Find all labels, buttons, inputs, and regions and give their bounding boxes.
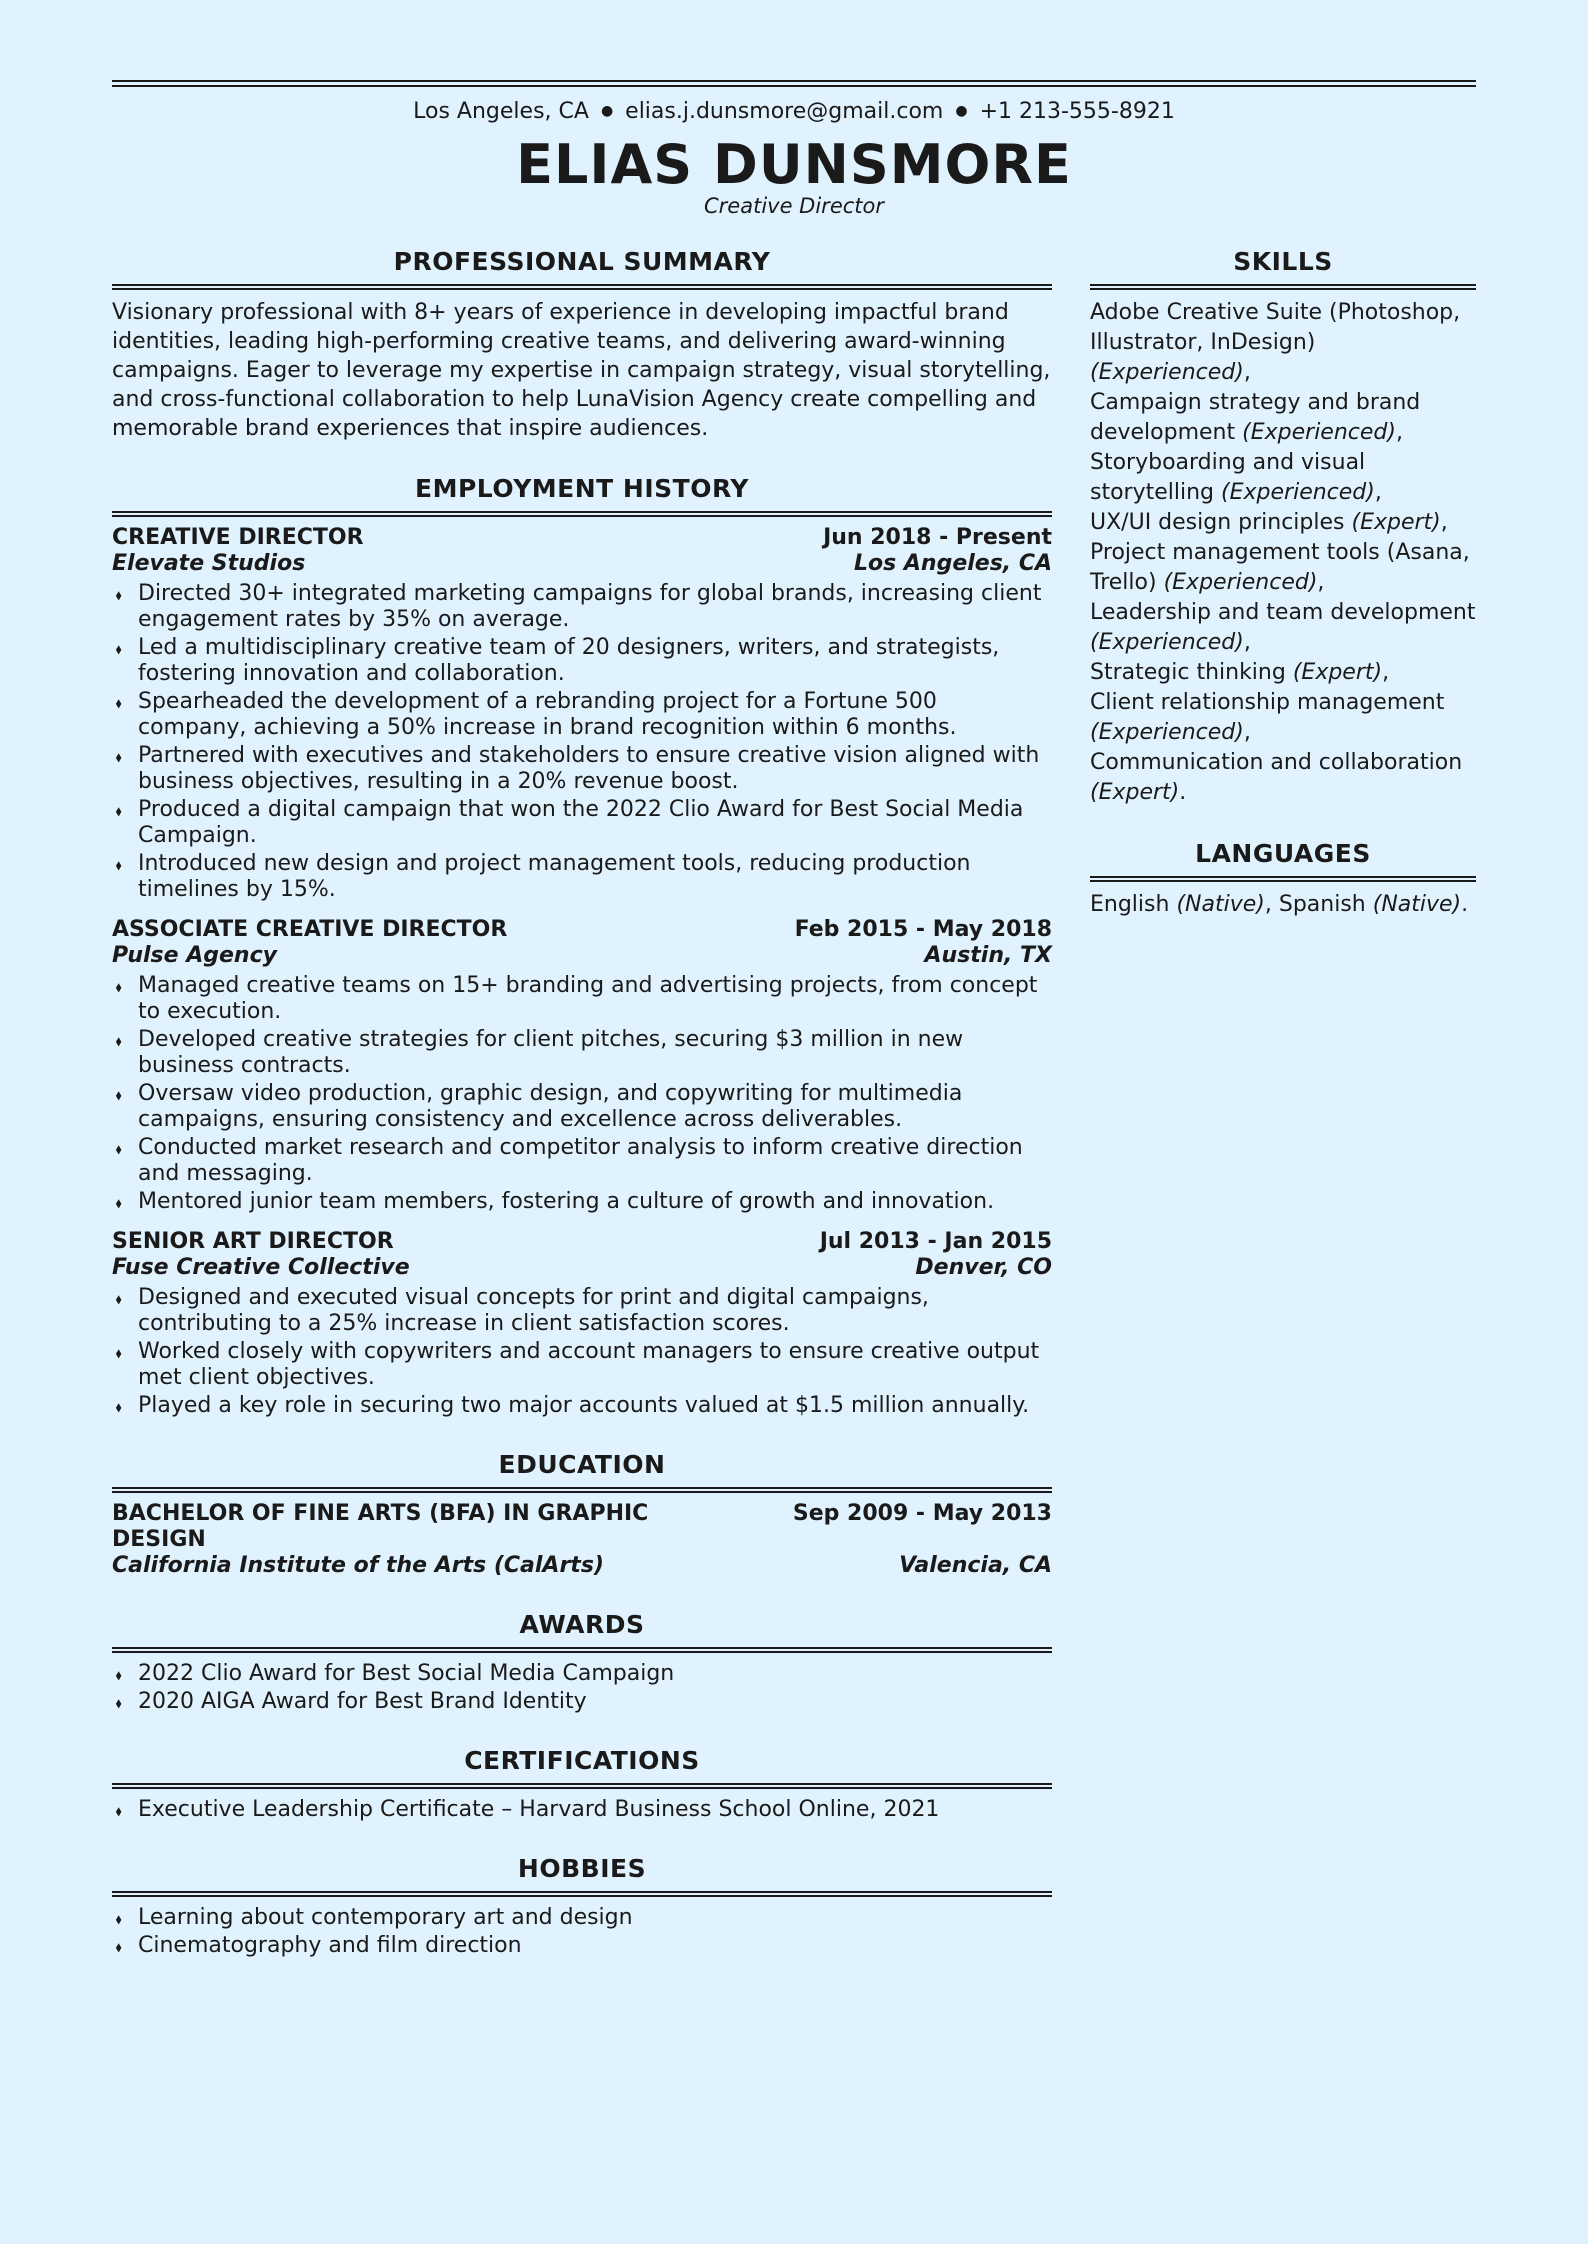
- section-heading: CERTIFICATIONS: [112, 1745, 1052, 1785]
- job-role: SENIOR ART DIRECTOR: [112, 1229, 394, 1254]
- section-heading: SKILLS: [1090, 246, 1476, 286]
- section-heading: HOBBIES: [112, 1853, 1052, 1893]
- job-location: Los Angeles, CA: [854, 551, 1052, 576]
- list-item: ◆ Conducted market research and competitor analysis to inform creative direction and messaging.: [112, 1135, 1052, 1187]
- skill-name: UX/UI design principles: [1090, 510, 1345, 535]
- list-item: ◆ Oversaw video production, graphic design, and copywriting for multimedia campaigns, ensuring consistency and excellence across deliverables.: [112, 1081, 1052, 1133]
- job-dates: Jul 2013 - Jan 2015: [819, 1229, 1052, 1254]
- job-list: [112, 525, 1052, 1419]
- school: California Institute of the Arts (CalArts): [112, 1553, 604, 1578]
- skill-punct: ,: [1395, 420, 1403, 445]
- list-item: ◆ Directed 30+ integrated marketing campaigns for global brands, increasing client engagement rates by 35% on average.: [112, 581, 1052, 633]
- job-entry: [112, 1229, 1052, 1419]
- list-item: ◆ Mentored junior team members, fostering a culture of growth and innovation.: [112, 1189, 1052, 1215]
- list-item: ◆ Designed and executed visual concepts for print and digital campaigns, contributing to a 25% increase in client satisfaction scores.: [112, 1285, 1052, 1337]
- languages-list: [1090, 890, 1476, 920]
- skill-level: (Experienced): [1163, 570, 1318, 595]
- skill-item: [1090, 508, 1476, 538]
- job-company: Fuse Creative Collective: [112, 1255, 410, 1280]
- skill-name: Project management tools (Asana, Trello): [1090, 540, 1470, 595]
- skill-level: (Experienced): [1090, 720, 1244, 745]
- job-location: Austin, TX: [924, 943, 1052, 968]
- skill-punct: ,: [1382, 660, 1390, 685]
- job-dates: Feb 2015 - May 2018: [794, 917, 1052, 942]
- skills-section: [1090, 246, 1476, 808]
- section-heading: PROFESSIONAL SUMMARY: [112, 246, 1052, 286]
- list-item: ◆ 2020 AIGA Award for Best Brand Identity: [112, 1689, 1052, 1715]
- job-header-row: [112, 525, 1052, 551]
- skill-name: Client relationship management: [1090, 690, 1445, 715]
- skill-level: (Experienced): [1090, 630, 1244, 655]
- certifications-section: [112, 1745, 1052, 1823]
- section-heading: AWARDS: [112, 1609, 1052, 1649]
- phone: +1 213-555-8921: [979, 99, 1175, 124]
- list-item: ◆ Worked closely with copywriters and account managers to ensure creative output met client objectives.: [112, 1339, 1052, 1391]
- list-item: ◆ Played a key role in securing two major accounts valued at $1.5 million annually.: [112, 1393, 1052, 1419]
- education-row: [112, 1553, 1052, 1579]
- language-name: English: [1090, 892, 1170, 917]
- list-item: ◆ Spearheaded the development of a rebranding project for a Fortune 500 company, achieving a 50% increase in brand recognition within 6 months.: [112, 689, 1052, 741]
- candidate-name: ELIAS DUNSMORE: [516, 133, 1072, 196]
- job-entry: [112, 917, 1052, 1215]
- language-punct: .: [1461, 892, 1469, 917]
- list-item: ◆ Cinematography and film direction: [112, 1933, 1052, 1959]
- job-header-row: [112, 917, 1052, 943]
- job-company: Elevate Studios: [112, 551, 306, 576]
- awards-section: [112, 1609, 1052, 1715]
- language-level: (Native): [1372, 892, 1462, 917]
- skill-item: [1090, 598, 1476, 658]
- school-location: Valencia, CA: [899, 1553, 1052, 1578]
- job-dates: Jun 2018 - Present: [823, 525, 1052, 550]
- job-bullets: [112, 973, 1052, 1215]
- main-column: [112, 246, 1052, 1989]
- degree: BACHELOR OF FINE ARTS (BFA) IN GRAPHIC DESIGN: [112, 1501, 649, 1552]
- employment-section: [112, 473, 1052, 1419]
- skill-item: [1090, 298, 1476, 388]
- education-dates: Sep 2009 - May 2013: [792, 1501, 1052, 1526]
- job-entry: [112, 525, 1052, 903]
- skill-name: Leadership and team development: [1090, 600, 1476, 625]
- skill-punct: ,: [1243, 360, 1251, 385]
- hobbies-section: [112, 1853, 1052, 1959]
- skill-punct: ,: [1440, 510, 1448, 535]
- language-punct: ,: [1264, 892, 1272, 917]
- skill-level: (Experienced): [1242, 420, 1396, 445]
- skill-item: [1090, 748, 1476, 808]
- skill-punct: ,: [1374, 480, 1382, 505]
- job-bullets: [112, 581, 1052, 903]
- job-company: Pulse Agency: [112, 943, 277, 968]
- skill-item: [1090, 538, 1476, 598]
- job-bullets: [112, 1285, 1052, 1419]
- candidate-title: Creative Director: [704, 194, 884, 218]
- list-item: ◆ Partnered with executives and stakeholders to ensure creative vision aligned with business objectives, resulting in a 20% revenue boost.: [112, 743, 1052, 795]
- job-location: Denver, CO: [915, 1255, 1052, 1280]
- job-company-row: [112, 1255, 1052, 1281]
- location: Los Angeles, CA: [413, 99, 589, 124]
- separator-dot: ●: [955, 103, 968, 119]
- skill-name: Adobe Creative Suite (Photoshop, Illustrator, InDesign): [1090, 300, 1461, 355]
- skill-name: Strategic thinking: [1090, 660, 1286, 685]
- section-heading: LANGUAGES: [1090, 838, 1476, 878]
- job-company-row: [112, 551, 1052, 577]
- languages-section: [1090, 838, 1476, 920]
- list-item: ◆ Produced a digital campaign that won the 2022 Clio Award for Best Social Media Campaign.: [112, 797, 1052, 849]
- skill-item: [1090, 448, 1476, 508]
- skill-level: (Expert): [1292, 660, 1383, 685]
- list-item: ◆ Introduced new design and project management tools, reducing production timelines by 15%.: [112, 851, 1052, 903]
- list-item: ◆ Led a multidisciplinary creative team of 20 designers, writers, and strategists, fostering innovation and collaboration.: [112, 635, 1052, 687]
- skill-name: Communication and collaboration: [1090, 750, 1463, 775]
- list-item: ◆ Executive Leadership Certificate – Harvard Business School Online, 2021: [112, 1797, 1052, 1823]
- job-company-row: [112, 943, 1052, 969]
- email-link[interactable]: elias.j.dunsmore@gmail.com: [625, 99, 944, 124]
- contact-line: [112, 96, 1476, 127]
- skill-item: [1090, 388, 1476, 448]
- language-level: (Native): [1176, 892, 1265, 917]
- list-item: ◆ Learning about contemporary art and design: [112, 1905, 1052, 1931]
- skill-punct: ,: [1317, 570, 1325, 595]
- section-heading: EDUCATION: [112, 1449, 1052, 1489]
- skill-punct: ,: [1243, 630, 1251, 655]
- separator-dot: ●: [600, 103, 614, 119]
- skill-name: Campaign strategy and brand development: [1090, 390, 1421, 445]
- skill-level: (Expert): [1090, 780, 1180, 805]
- skill-level: (Experienced): [1090, 360, 1244, 385]
- skill-item: [1090, 688, 1476, 748]
- list-item: ◆ Managed creative teams on 15+ branding and advertising projects, from concept to execution.: [112, 973, 1052, 1025]
- hobbies-list: [112, 1905, 1052, 1959]
- skill-level: (Expert): [1351, 510, 1441, 535]
- header-rule: [112, 80, 1476, 87]
- skill-name: Storyboarding and visual storytelling: [1090, 450, 1366, 505]
- job-role: CREATIVE DIRECTOR: [112, 525, 364, 550]
- skill-punct: ,: [1243, 720, 1251, 745]
- education-row: [112, 1501, 1052, 1553]
- summary-section: [112, 246, 1052, 443]
- education-section: [112, 1449, 1052, 1579]
- skill-level: (Experienced): [1221, 480, 1375, 505]
- awards-list: [112, 1661, 1052, 1715]
- certifications-list: [112, 1797, 1052, 1823]
- summary-text: Visionary professional with 8+ years of experience in developing impactful brand identities, leading high-performing creative teams, and delivering award-winning campaigns. Eager to leverage my expertise in campaign strategy, visual storytelling, and cross-functional collaboration to help LunaVision Agency create compelling and memorable brand experiences that inspire audiences.: [112, 300, 1051, 441]
- skill-punct: .: [1179, 780, 1187, 805]
- list-item: ◆ Developed creative strategies for client pitches, securing $3 million in new business contracts.: [112, 1027, 1052, 1079]
- side-column: [1090, 246, 1476, 950]
- skills-list: [1090, 298, 1476, 808]
- language-name: Spanish: [1278, 892, 1366, 917]
- job-header-row: [112, 1229, 1052, 1255]
- skill-item: [1090, 658, 1476, 688]
- section-heading: EMPLOYMENT HISTORY: [112, 473, 1052, 513]
- list-item: ◆ 2022 Clio Award for Best Social Media Campaign: [112, 1661, 1052, 1687]
- job-role: ASSOCIATE CREATIVE DIRECTOR: [112, 917, 508, 942]
